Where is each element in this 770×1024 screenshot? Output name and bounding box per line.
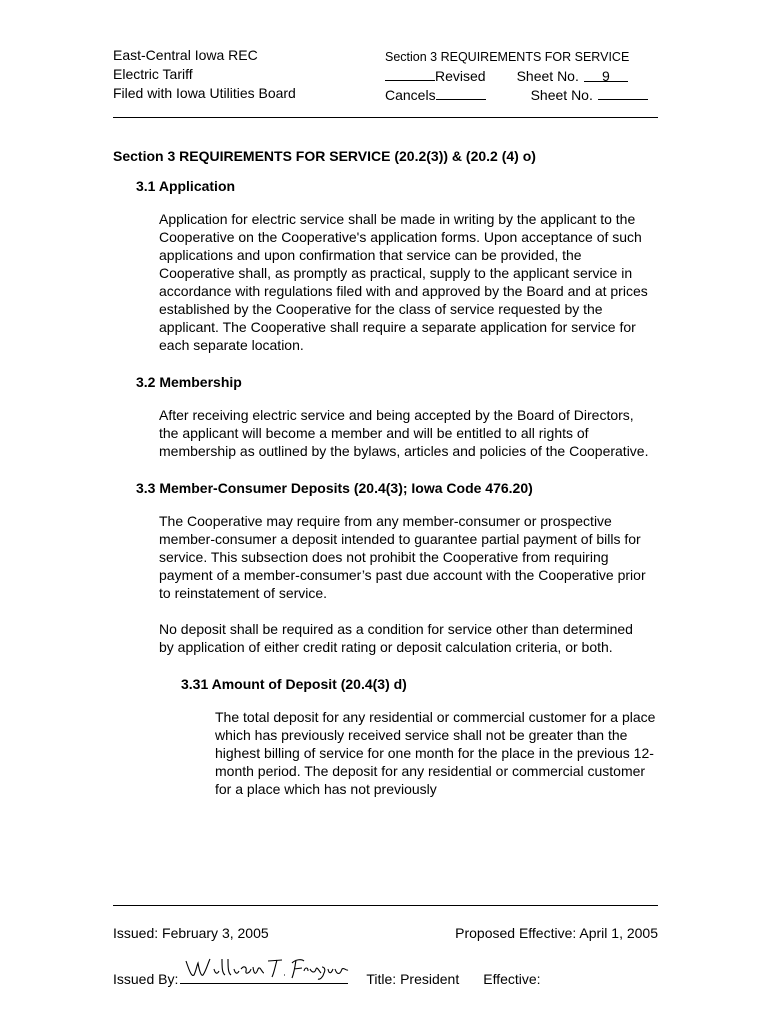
revised-row: [385, 66, 648, 85]
paragraph-3-2: After receiving electric service and being accepted by the Board of Directors, the applicant will become a member and will be entitled to all rights of membership as outlined by the bylaws, articles and policies of the Cooperative.: [159, 407, 649, 459]
sheet-no-label-2: Sheet No.: [530, 87, 593, 103]
sheet-no-label: Sheet No.: [516, 68, 579, 84]
heading-3-3: 3.3 Member-Consumer Deposits (20.4(3); Iowa Code 476.20): [136, 480, 533, 496]
paragraph-3-3-b: No deposit shall be required as a condition for service other than determined by application of either credit rating or deposit calculation criteria, or both.: [159, 621, 633, 655]
revised-blank: [385, 66, 435, 81]
paragraph-3-31: The total deposit for any residential or commercial customer for a place which has previously received service shall not be greater than the highest billing of service for one month for the place in the previous 12-month period. The deposit for any residential or commercial customer for a place which has not previously: [215, 709, 656, 797]
heading-3-1: 3.1 Application: [136, 178, 236, 194]
sheet-no-value: 9: [584, 67, 628, 82]
revised-label: Revised: [435, 68, 486, 84]
issued-date: Issued: February 3, 2005: [113, 925, 269, 941]
org-name: East-Central Iowa REC: [113, 47, 258, 63]
document-body: [113, 146, 673, 816]
effective-label: Effective:: [483, 971, 541, 987]
signature-line: [180, 961, 348, 984]
footer-row-2: [113, 961, 658, 987]
footer-row-1: [113, 925, 658, 941]
issued-by-label: Issued By:: [113, 971, 179, 987]
signature-image: [184, 953, 349, 983]
filed-with: Filed with Iowa Utilities Board: [113, 85, 296, 101]
header-right: [385, 48, 648, 104]
footer-rule: [113, 905, 658, 906]
sheet-no-blank-2: [598, 85, 648, 100]
footer: [113, 925, 658, 987]
paragraph-3-1: Application for electric service shall be made in writing by the applicant to the Cooperative on the Cooperative's application forms. Upon acceptance of such applications and upon confirmation that service can be provided, the Cooperative shall, as promptly as practical, supply to the applicant service in accordance with regulations filed with and approved by the Board and at prices established by the Cooperative for the class of service requested by the applicant. The Cooperative shall require a separate application for service for each separate location.: [159, 211, 648, 353]
paragraph-3-3-a: The Cooperative may require from any member-consumer or prospective member-consumer a deposit intended to guarantee partial payment of bills for service. This subsection does not prohibit the Cooperative from requiring payment of a member-consumer’s past due account with the Cooperative prior to reinstatement of service.: [159, 513, 646, 601]
header-section: Section 3 REQUIREMENTS FOR SERVICE: [385, 50, 630, 64]
heading-3-2: 3.2 Membership: [136, 374, 242, 390]
header-rule: [113, 117, 658, 118]
cancels-row: [385, 85, 648, 104]
header-left: [113, 46, 296, 103]
cancels-label: Cancels: [385, 87, 436, 103]
proposed-effective: Proposed Effective: April 1, 2005: [455, 925, 658, 941]
heading-3-31: 3.31 Amount of Deposit (20.4(3) d): [181, 676, 407, 692]
section-title: Section 3 REQUIREMENTS FOR SERVICE (20.2(3)) & (20.2 (4) o): [113, 148, 536, 164]
title-president: Title: President: [366, 971, 460, 987]
tariff-name: Electric Tariff: [113, 66, 193, 82]
cancels-blank: [436, 85, 486, 100]
